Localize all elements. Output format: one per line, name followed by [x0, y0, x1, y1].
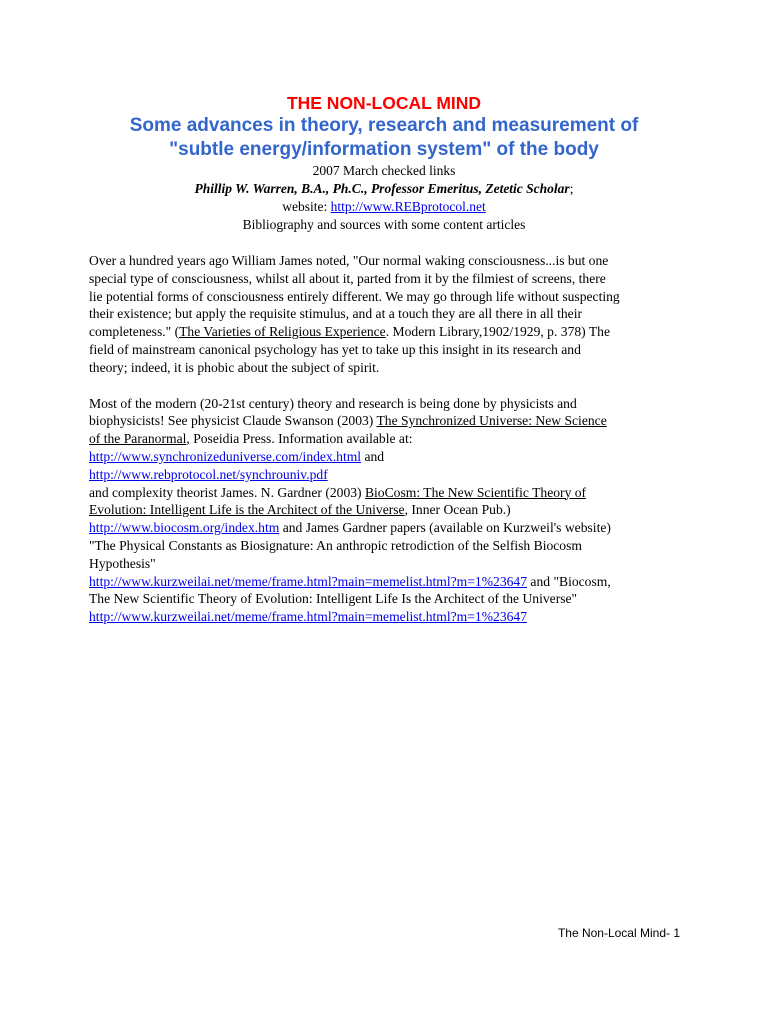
para1-line: Over a hundred years ago William James noted, "Our normal waking consciousness...is but one: [89, 253, 609, 268]
para2-text: and "Biocosm,: [527, 573, 611, 589]
para1-line: [89, 323, 689, 341]
para2-line: [89, 412, 689, 430]
website-label: website:: [282, 199, 331, 214]
link-kurzweilai-2[interactable]: http://www.kurzweilai.net/meme/frame.html?main=memelist.html?m=1%23647: [89, 609, 528, 625]
bibliography-note: Bibliography and sources with some content articles: [242, 217, 526, 232]
para1-text: completeness." (: [89, 324, 180, 340]
document-subtitle-line2: "subtle energy/information system" of the body: [169, 139, 599, 160]
para1-line: theory; indeed, it is phobic about the subject of spirit.: [89, 359, 380, 375]
para2-line: Hypothesis": [89, 555, 156, 571]
document-title: THE NON-LOCAL MIND: [286, 93, 482, 113]
para2-text: and James Gardner papers (available on Kurzweil's website): [279, 520, 611, 536]
website-link[interactable]: http://www.REBprotocol.net: [330, 199, 486, 214]
para2-line: [89, 519, 689, 537]
para2-line: "The Physical Constants as Biosignature: An anthropic retrodiction of the Selfish Biocosm: [89, 537, 582, 553]
para2-line: [89, 448, 689, 466]
page-footer: The Non-Local Mind- 1: [557, 926, 680, 940]
para1-line: special type of consciousness, whilst all about it, parted from it by the filmiest of screens, there: [89, 270, 606, 286]
para1-line: lie potential forms of consciousness entirely different. We may go through life without suspecting: [89, 288, 620, 304]
para1-line: field of mainstream canonical psychology has yet to take up this insight in its research and: [89, 341, 581, 357]
para1-text: . Modern Library,1902/1929, p. 378) The: [385, 324, 610, 340]
book-title-synchronized-universe: The Synchronized Universe: New Science: [376, 413, 607, 429]
author-name: Phillip W. Warren, B.A., Ph.C., Professor Emeritus, Zetetic Scholar: [194, 181, 570, 196]
book-title-synchronized-universe-cont: of the Paranormal: [89, 431, 187, 447]
link-kurzweilai-1[interactable]: http://www.kurzweilai.net/meme/frame.html?main=memelist.html?m=1%23647: [89, 573, 528, 589]
link-biocosm[interactable]: http://www.biocosm.org/index.htm: [89, 520, 280, 536]
para2-line: [89, 501, 689, 519]
para2-line: [89, 430, 689, 448]
document-body: [89, 252, 689, 626]
para2-text: , Inner Ocean Pub.): [404, 502, 511, 518]
para2-line: Most of the modern (20-21st century) theory and research is being done by physicists and: [89, 395, 577, 411]
link-synchrouniv-pdf[interactable]: http://www.rebprotocol.net/synchrouniv.pdf: [89, 466, 328, 482]
book-title-biocosm: BioCosm: The New Scientific Theory of: [364, 484, 587, 500]
para2-text: biophysicists! See physicist Claude Swanson (2003): [89, 413, 377, 429]
document-subtitle-line1: Some advances in theory, research and measurement of: [129, 115, 639, 136]
para2-text: and complexity theorist James. N. Gardner (2003): [89, 484, 365, 500]
para1-line: their existence; but apply the requisite stimulus, and at a touch they are all there in all their: [89, 306, 582, 322]
link-synchronizeduniverse[interactable]: http://www.synchronizeduniverse.com/index.html: [89, 448, 362, 464]
para2-line: [89, 573, 689, 591]
paragraph-james: [89, 252, 689, 377]
para2-text: and: [361, 448, 385, 464]
document-header: [0, 92, 768, 234]
author-suffix: ;: [569, 181, 574, 196]
author-line: [0, 180, 768, 198]
paragraph-modern-research: [89, 395, 689, 626]
para2-text: , Poseidia Press. Information available at:: [186, 431, 413, 447]
book-title-varieties: The Varieties of Religious Experience: [179, 324, 386, 340]
checked-date: 2007 March checked links: [312, 163, 456, 178]
para2-line: [89, 608, 689, 626]
para2-line: The New Scientific Theory of Evolution: Intelligent Life Is the Architect of the Universe": [89, 591, 578, 607]
website-line: [0, 198, 768, 216]
para2-line: [89, 484, 689, 502]
book-title-biocosm-cont: Evolution: Intelligent Life is the Architect of the Universe: [89, 502, 405, 518]
para2-line: [89, 466, 689, 484]
paragraph-gap: [89, 377, 689, 395]
